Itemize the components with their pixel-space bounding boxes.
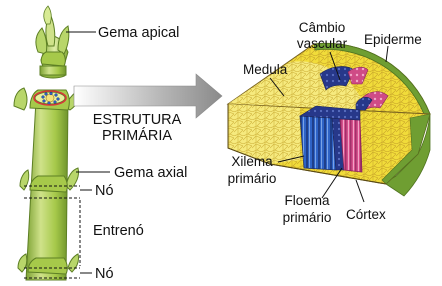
label-medula: Medula [243, 62, 288, 77]
label-no-bottom: Nó [95, 266, 114, 282]
label-estrutura-line2: PRIMÁRIA [101, 128, 173, 144]
label-cambio-line2: vascular [296, 36, 348, 51]
leader-epiderme [386, 46, 388, 62]
label-estrutura-line1: ESTRUTURA [92, 112, 182, 128]
leader-cortex [356, 180, 364, 202]
label-floema-line1: Floema [284, 193, 330, 208]
label-cortex: Córtex [346, 207, 386, 222]
label-xilema-line2: primário [227, 171, 277, 186]
label-gema-axial: Gema axial [114, 165, 188, 181]
label-cambio-line1: Câmbio [298, 20, 346, 35]
apical-bud [36, 6, 69, 78]
label-entreno: Entrenó [93, 223, 144, 239]
stem [14, 88, 80, 280]
label-no-top: Nó [95, 183, 114, 199]
label-floema-line2: primário [282, 210, 332, 225]
label-xilema-line1: Xilema [231, 154, 273, 169]
label-epiderme: Epiderme [364, 32, 422, 47]
label-gema-apical: Gema apical [98, 25, 180, 41]
